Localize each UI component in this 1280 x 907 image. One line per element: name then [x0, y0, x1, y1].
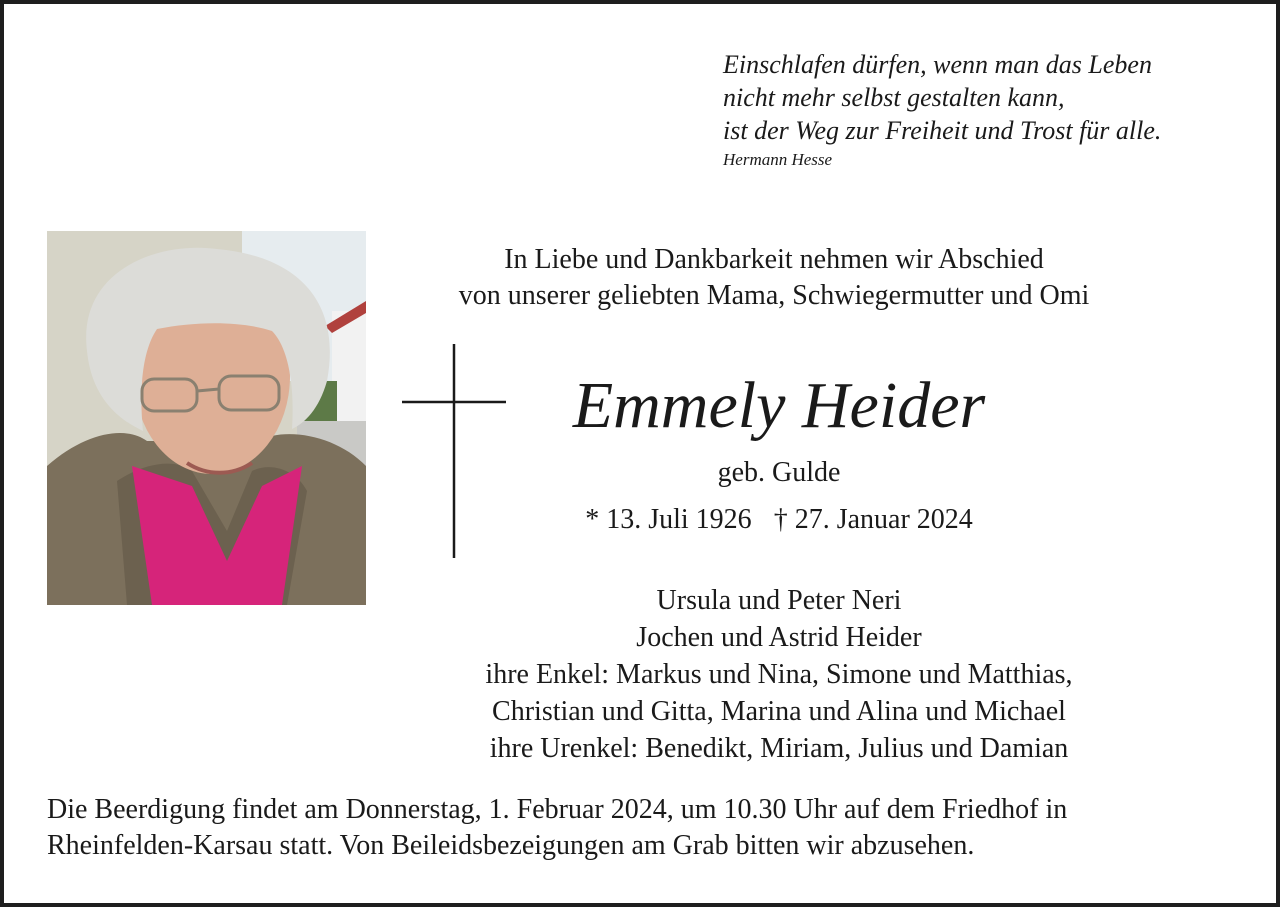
intro-text [404, 242, 1144, 314]
funeral-info [47, 792, 1257, 864]
birth-date: * 13. Juli 1926 [585, 504, 752, 535]
quote-line: nicht mehr selbst gestalten kann, [723, 83, 1065, 112]
funeral-line: Die Beerdigung findet am Donnerstag, 1. Februar 2024, um 10.30 Uhr auf dem Friedhof in [47, 794, 1068, 825]
deceased-name: Emmely Heider [572, 369, 986, 442]
quote-line: Einschlafen dürfen, wenn man das Leben [723, 50, 1152, 79]
quote-block [723, 48, 1263, 171]
family-list [404, 582, 1154, 767]
family-line: ihre Urenkel: Benedikt, Miriam, Julius und Damian [489, 733, 1069, 764]
family-line: Jochen und Astrid Heider [636, 622, 922, 653]
death-date: † 27. Januar 2024 [773, 504, 973, 535]
life-dates [504, 502, 1054, 538]
quote-author: Hermann Hesse [723, 150, 833, 169]
funeral-line: Rheinfelden-Karsau statt. Von Beileidsbezeigungen am Grab bitten wir abzusehen. [47, 830, 975, 861]
quote-line: ist der Weg zur Freiheit und Trost für alle. [723, 116, 1162, 145]
family-line: ihre Enkel: Markus und Nina, Simone und Matthias, [485, 659, 1073, 690]
portrait-photo [47, 231, 366, 605]
cross-icon [402, 344, 506, 558]
birth-name: geb. Gulde [717, 457, 841, 488]
family-line: Ursula und Peter Neri [656, 585, 902, 616]
intro-line: von unserer geliebten Mama, Schwiegermutter und Omi [458, 280, 1090, 311]
intro-line: In Liebe und Dankbarkeit nehmen wir Abschied [504, 244, 1044, 275]
family-line: Christian und Gitta, Marina und Alina und Michael [492, 696, 1066, 727]
portrait-image [47, 231, 366, 605]
